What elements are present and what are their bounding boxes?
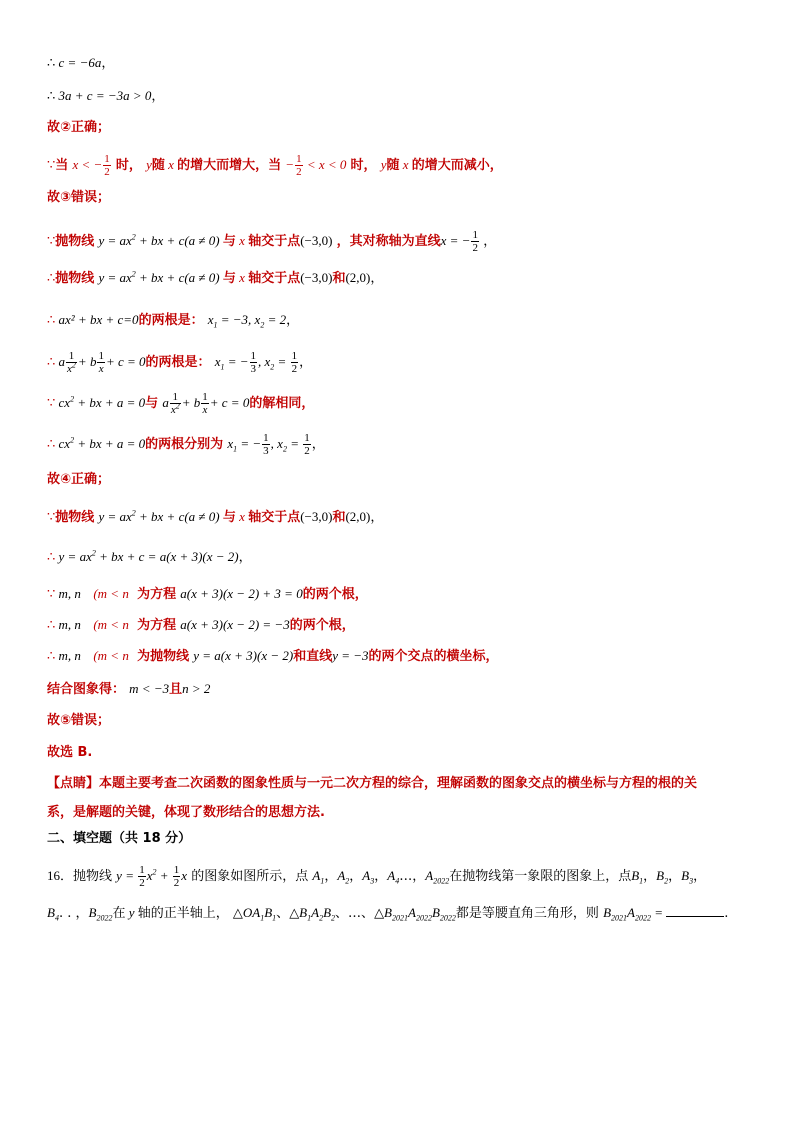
fraction: $\frac{1}{3}$	[263, 432, 269, 457]
fraction: $\frac{1}{x}$	[98, 350, 104, 375]
math-expr: c = −6a	[58, 55, 102, 70]
fraction: $\frac{1}{2}$	[139, 864, 145, 889]
line-15: ∵ m, n (m < n 为方程 a(x + 3)(x − 2) + 3 = 0的两个根，	[47, 586, 368, 602]
fraction: $\frac{1}{2}$	[296, 153, 302, 178]
fraction: $\frac{1}{x^2}$	[170, 391, 180, 416]
line-8: ∴ ax² + bx + c=0的两根是： $x_1 = -3$, $x_2 = 2$，	[47, 312, 300, 330]
fraction: $\frac{1}{2}$	[291, 350, 298, 375]
line-13: ∵抛物线 $y = ax^2$ + bx + c(a ≠ 0) 与 x 轴交于点(−3,0)和(2,0)，	[47, 508, 384, 525]
line-4: ∵当 x < − $\frac{1}{2}$ 时， y随 x 的增大而增大，当 − $\frac{1}{2}$ < x < 0 时， y随 x 的增大而减小，	[47, 153, 503, 178]
line-19: 故⑤错误；	[47, 713, 111, 728]
fraction: $\frac{1}{2}$	[173, 864, 180, 889]
question-16-line-1: 16．抛物线 y = $\frac{1}{2}$ $x^2$ + $\frac{1}{2}$ x 的图象如图所示，点 $A_1$，$A_2$，$A_3$，$A_4\dots$，$A_{2022}$在抛物线第一象限的图象上，点$B_1$，$B_2$，$B_3$，	[47, 864, 707, 889]
line-1: ∴ c = −6a，	[47, 55, 115, 71]
fraction: $\frac{1}{2}$	[304, 432, 310, 457]
line-6: ∵抛物线 $y = ax^2$ + bx + c(a ≠ 0) 与 x 轴交于点(−3,0) ，其对称轴为直线x = − $\frac{1}{2}$ ，	[47, 229, 497, 254]
line-3: 故②正确；	[47, 120, 111, 135]
math-expr: 3a + c = −3a > 0	[58, 88, 152, 103]
fraction: $\frac{1}{x^2}$	[67, 350, 76, 375]
line-14: ∴ $y = ax^2$ + bx + c = a(x + 3)(x − 2)，	[47, 548, 252, 565]
comment-line-1: 【点睛】本题主要考查二次函数的图象性质与一元二次方程的综合，理解函数的图象交点的横坐标与方程的根的关	[47, 776, 698, 791]
line-11: ∴ $cx^2$ + bx + a = 0的两根分别为 $x_1$ = − $\frac{1}{3}$ , $x_2$ = $\frac{1}{2}$ ，	[47, 432, 325, 457]
question-16-line-2: $B_4$. . ，$B_{2022}$在 y 轴的正半轴上， $\triangle OA_1B_1$、$\triangle B_1A_2B_2$、…、$\triangle B_{2021}A_{2022}B_{2022}$都是等腰直角三角形，则 $B_{2021}A_{2022}$ = .	[47, 905, 729, 923]
section-title: 二、填空题（共 18 分）	[47, 831, 192, 846]
comment-line-2: 系，是解题的关键，体现了数形结合的思想方法.	[47, 805, 325, 820]
line-7: ∴抛物线 $y = ax^2$ + bx + c(a ≠ 0) 与 x 轴交于点(−3,0)和(2,0)，	[47, 269, 384, 286]
line-18: 结合图象得： m < −3且n > 2	[47, 681, 211, 697]
fraction: $\frac{1}{2}$	[104, 153, 110, 178]
question-number: 16．	[47, 868, 74, 883]
line-5: 故③错误；	[47, 190, 111, 205]
fraction: $\frac{1}{x}$	[202, 391, 208, 416]
answer-blank[interactable]	[666, 904, 724, 917]
line-20: 故选 B.	[47, 745, 93, 760]
line-16: ∴ m, n (m < n 为方程 a(x + 3)(x − 2) = −3的两个根，	[47, 617, 355, 633]
line-17: ∴ m, n (m < n 为抛物线 y = a(x + 3)(x − 2)和直线y = −3的两个交点的横坐标，	[47, 648, 499, 664]
line-9: ∴ a $\frac{1}{x^2}$ + b $\frac{1}{x}$ + c = 0的两根是： $x_1$ = − $\frac{1}{3}$ , $x_2$ = $\frac{1}{2}$ ，	[47, 350, 313, 375]
line-12: 故④正确；	[47, 472, 111, 487]
comment-tag: 【点睛】	[47, 776, 100, 791]
fraction: $\frac{1}{3}$	[250, 350, 257, 375]
line-10: ∵ $cx^2$ + bx + a = 0与 a $\frac{1}{x^2}$ + b $\frac{1}{x}$ + c = 0的解相同，	[47, 391, 315, 416]
fraction: $\frac{1}{2}$	[472, 229, 478, 254]
line-2: ∴ 3a + c = −3a > 0，	[47, 88, 165, 104]
